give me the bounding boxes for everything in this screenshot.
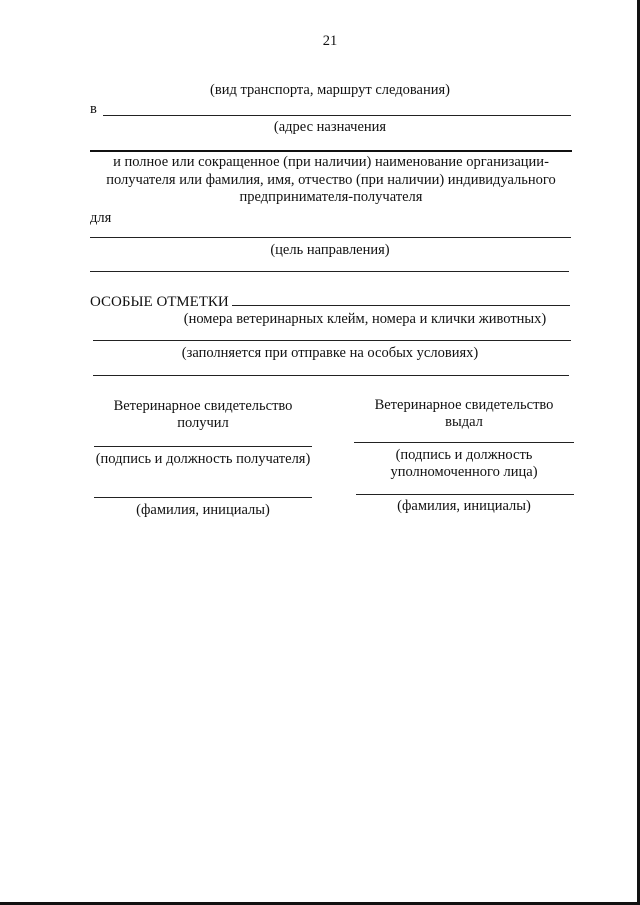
received-signature-caption: (подпись и должность получателя)	[95, 451, 311, 467]
special-marks-label: ОСОБЫЕ ОТМЕТКИ	[90, 294, 229, 310]
page-number: 21	[322, 33, 338, 49]
special-marks-line-2	[93, 340, 571, 341]
special-marks-line	[232, 305, 570, 306]
received-title-line-2: получил	[177, 415, 229, 431]
purpose-line-2	[90, 271, 569, 272]
received-name-caption: (фамилия, инициалы)	[136, 502, 270, 518]
issued-name-line	[356, 494, 574, 495]
received-name-line	[94, 497, 312, 498]
purpose-line	[90, 237, 571, 238]
destination-address-line	[103, 115, 571, 116]
destination-address-caption: (адрес назначения	[273, 119, 387, 135]
special-marks-caption-2: (заполняется при отправке на особых условиях)	[181, 345, 479, 361]
recipient-line	[90, 150, 572, 152]
recipient-caption-line-1: и полное или сокращенное (при наличии) наименование организации-	[113, 154, 549, 170]
purpose-prefix: для	[90, 210, 112, 226]
issued-title-line-1: Ветеринарное свидетельство	[374, 397, 554, 413]
recipient-caption-line-2: получателя или фамилия, имя, отчество (при наличии) индивидуального	[106, 172, 556, 188]
issued-signature-caption-line-1: (подпись и должность	[395, 447, 533, 463]
issued-signature-line	[354, 442, 574, 443]
special-marks-line-3	[93, 375, 569, 376]
received-signature-line	[94, 446, 312, 447]
special-marks-caption-1: (номера ветеринарных клейм, номера и клички животных)	[183, 311, 547, 327]
issued-signature-caption-line-2: уполномоченного лица)	[390, 464, 538, 480]
received-title-line-1: Ветеринарное свидетельство	[113, 398, 293, 414]
transport-route-caption: (вид транспорта, маршрут следования)	[210, 82, 450, 98]
recipient-caption-line-3: предпринимателя-получателя	[239, 189, 423, 205]
destination-prefix: в	[90, 101, 97, 117]
issued-name-caption: (фамилия, инициалы)	[397, 498, 531, 514]
issued-title-line-2: выдал	[445, 414, 483, 430]
purpose-caption: (цель направления)	[270, 242, 390, 258]
